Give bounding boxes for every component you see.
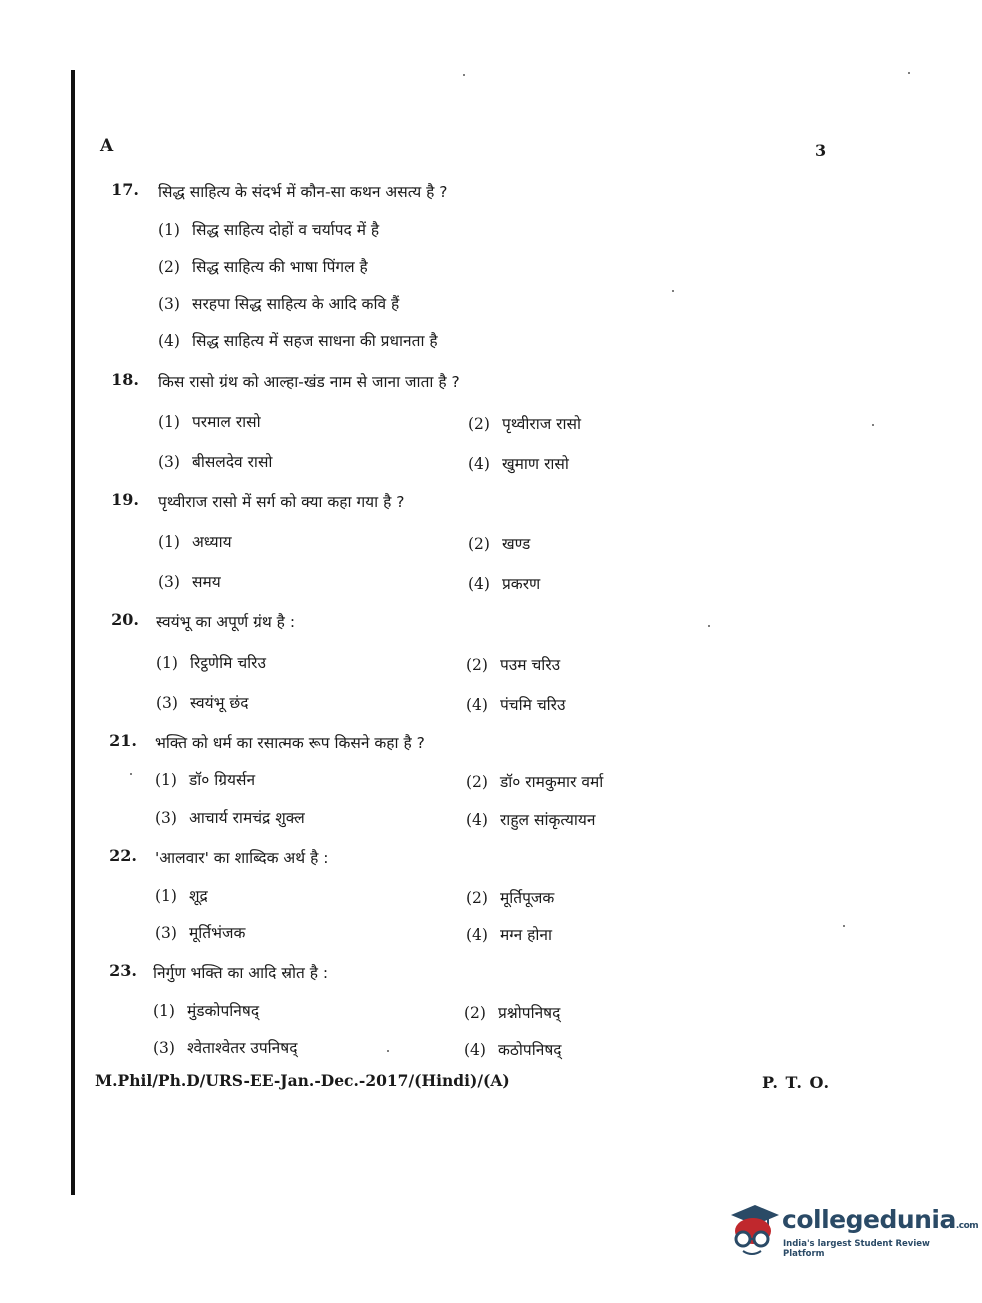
option-number: (2) <box>464 1004 486 1022</box>
option-number: (1) <box>153 1002 175 1020</box>
option <box>466 886 554 908</box>
option <box>153 1036 297 1058</box>
option <box>156 691 249 713</box>
question-number: 19. <box>111 490 139 509</box>
option-text: खण्ड <box>501 535 531 553</box>
option-number: (2) <box>466 773 488 791</box>
collegedunia-logo <box>725 1195 979 1265</box>
option <box>468 452 569 474</box>
scan-speck <box>843 925 845 927</box>
option <box>466 808 595 830</box>
option <box>466 653 560 675</box>
option-number: (3) <box>155 809 177 827</box>
option-text: पउम चरिउ <box>499 656 561 674</box>
question-text: भक्ति को धर्म का रसात्मक रूप किसने कहा है ? <box>155 734 425 752</box>
option <box>464 1038 562 1060</box>
option <box>464 1001 560 1023</box>
question-number: 20. <box>111 610 139 629</box>
option-text: शूद्र <box>188 887 208 905</box>
option-text: सिद्ध साहित्य में सहज साधना की प्रधानता है <box>191 332 438 350</box>
option-text: मूर्तिपूजक <box>499 889 555 907</box>
option <box>158 570 221 592</box>
scan-speck <box>463 74 465 76</box>
option <box>153 999 259 1021</box>
pto-label: P. T. O. <box>762 1073 831 1092</box>
option-number: (4) <box>466 926 488 944</box>
option-number: (4) <box>464 1041 486 1059</box>
option-number: (2) <box>466 889 488 907</box>
scan-speck <box>872 424 874 426</box>
option-number: (4) <box>466 696 488 714</box>
option <box>158 450 272 472</box>
scan-speck <box>387 1050 389 1052</box>
option <box>468 572 540 594</box>
option-text: बीसलदेव रासो <box>191 453 273 471</box>
option-text: मुंडकोपनिषद् <box>186 1002 260 1020</box>
option-text: स्वयंभू छंद <box>189 694 249 712</box>
option <box>158 255 368 277</box>
option-number: (1) <box>158 221 180 239</box>
option-text: परमाल रासो <box>191 413 261 431</box>
option-number: (1) <box>158 413 180 431</box>
option-text: प्रश्नोपनिषद् <box>497 1004 561 1022</box>
brand-tagline: India's largest Student Review Platform <box>783 1239 930 1259</box>
option-text: प्रकरण <box>501 575 541 593</box>
option-number: (4) <box>158 332 180 350</box>
question-number: 23. <box>109 961 137 980</box>
option-text: डॉ० ग्रियर्सन <box>188 771 256 789</box>
option-number: (4) <box>468 455 490 473</box>
option-text: डॉ० रामकुमार वर्मा <box>499 773 604 791</box>
scan-speck <box>130 773 132 775</box>
option-text: कठोपनिषद् <box>497 1041 562 1059</box>
question-number: 17. <box>111 180 139 199</box>
option-number: (3) <box>153 1039 175 1057</box>
option-number: (1) <box>158 533 180 551</box>
question-text: सिद्ध साहित्य के संदर्भ में कौन-सा कथन असत्य है ? <box>158 183 448 201</box>
option <box>155 768 255 790</box>
option-number: (4) <box>466 811 488 829</box>
option-number: (3) <box>156 694 178 712</box>
option <box>468 412 581 434</box>
question-text: निर्गुण भक्ति का आदि स्रोत है : <box>153 964 329 982</box>
mascot-icon <box>725 1201 781 1259</box>
paper-code: M.Phil/Ph.D/URS-EE-Jan.-Dec.-2017/(Hindi)/(A) <box>95 1071 510 1090</box>
option <box>468 532 530 554</box>
question-text: पृथ्वीराज रासो में सर्ग को क्या कहा गया है ? <box>158 493 405 511</box>
option-number: (2) <box>466 656 488 674</box>
option-text: सरहपा सिद्ध साहित्य के आदि कवि हैं <box>191 295 400 313</box>
brand-suffix: .com <box>955 1221 979 1231</box>
option <box>158 218 379 240</box>
option-text: रिट्ठणेमि चरिउ <box>189 654 267 672</box>
option-number: (3) <box>158 453 180 471</box>
brand-text: collegedunia <box>782 1205 956 1234</box>
option <box>466 923 552 945</box>
option <box>155 806 305 828</box>
option-number: (3) <box>158 573 180 591</box>
scan-speck <box>708 625 710 627</box>
option <box>158 410 261 432</box>
option <box>155 921 245 943</box>
scan-speck <box>672 290 674 292</box>
question-number: 18. <box>111 370 139 389</box>
option-number: (4) <box>468 575 490 593</box>
scan-speck <box>908 72 910 74</box>
page-number: 3 <box>815 141 827 160</box>
binding-edge <box>71 70 75 1195</box>
option-text: सिद्ध साहित्य की भाषा पिंगल है <box>191 258 368 276</box>
option-number: (2) <box>468 415 490 433</box>
question-text: किस रासो ग्रंथ को आल्हा-खंड नाम से जाना जाता है ? <box>158 373 460 391</box>
option-number: (1) <box>156 654 178 672</box>
option-text: आचार्य रामचंद्र शुक्ल <box>188 809 305 827</box>
option-text: पृथ्वीराज रासो <box>501 415 582 433</box>
option-text: राहुल सांकृत्यायन <box>499 811 596 829</box>
question-number: 22. <box>109 846 137 865</box>
question-number: 21. <box>109 731 137 750</box>
option-text: खुमाण रासो <box>501 455 569 473</box>
option <box>156 651 266 673</box>
option <box>158 292 399 314</box>
option-text: मूर्तिभंजक <box>188 924 246 942</box>
option <box>158 329 438 351</box>
question-text: 'आलवार' का शाब्दिक अर्थ है : <box>155 849 329 867</box>
option <box>466 770 603 792</box>
option-number: (1) <box>155 887 177 905</box>
option-number: (3) <box>155 924 177 942</box>
option-text: अध्याय <box>191 533 232 551</box>
option-text: सिद्ध साहित्य दोहों व चर्यापद में है <box>191 221 380 239</box>
option-text: श्वेताश्वेतर उपनिषद् <box>186 1039 298 1057</box>
option <box>158 530 232 552</box>
brand-name <box>782 1205 978 1234</box>
question-text: स्वयंभू का अपूर्ण ग्रंथ है : <box>156 613 296 631</box>
set-letter: A <box>100 136 114 156</box>
option-number: (1) <box>155 771 177 789</box>
option-text: मग्न होना <box>499 926 552 944</box>
option <box>155 884 208 906</box>
option-text: समय <box>191 573 221 591</box>
option-text: पंचमि चरिउ <box>499 696 566 714</box>
option-number: (2) <box>158 258 180 276</box>
option <box>466 693 566 715</box>
option-number: (3) <box>158 295 180 313</box>
option-number: (2) <box>468 535 490 553</box>
